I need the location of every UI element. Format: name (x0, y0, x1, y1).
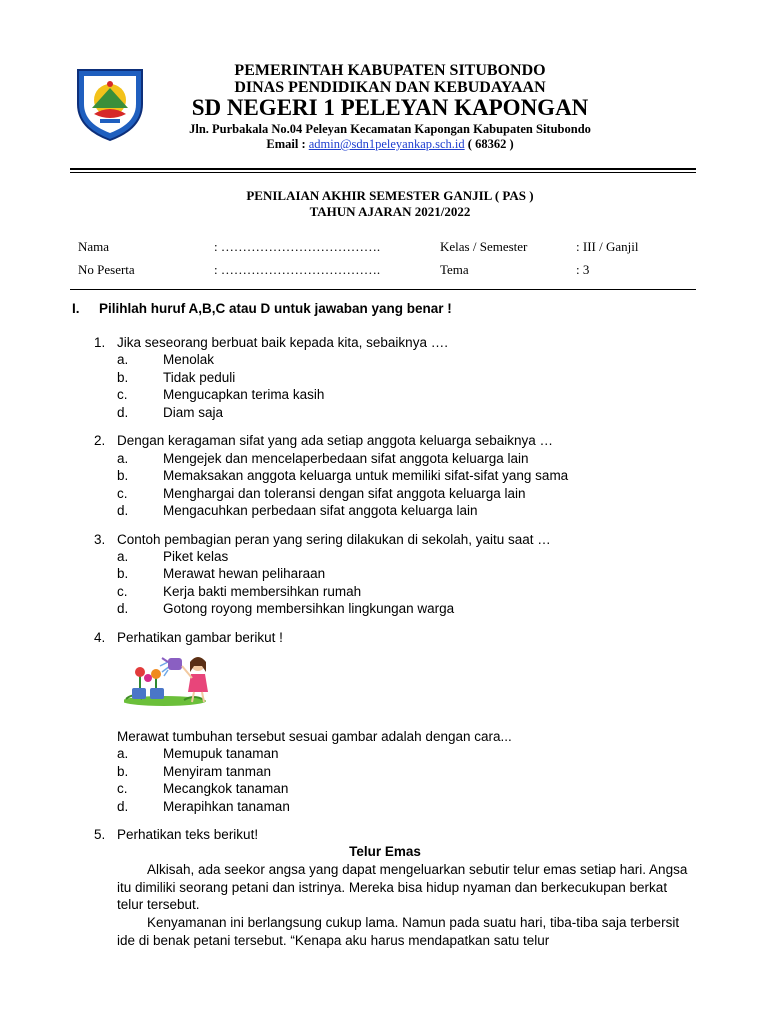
name-field: : ………………………………. (214, 239, 381, 254)
class-label: Kelas / Semester (440, 239, 528, 254)
postal-code: ( 68362 ) (464, 137, 514, 151)
header-address: Jln. Purbakala No.04 Peleyan Kecamatan Kapongan Kabupaten Situbondo (189, 122, 591, 136)
question-4-followup: Merawat tumbuhan tersebut sesuai gambar adalah dengan cara... (117, 729, 512, 744)
section-instruction-text: Pilihlah huruf A,B,C atau D untuk jawaban yang benar ! (99, 301, 452, 316)
header-government: PEMERINTAH KABUPATEN SITUBONDO (234, 62, 546, 79)
option-1b: b. Tidak peduli (117, 370, 236, 385)
info-divider (70, 289, 696, 290)
option-4c: c. Mecangkok tanaman (117, 781, 289, 796)
question-1: 1. Jika seseorang berbuat baik kepada kita, sebaiknya …. (94, 335, 448, 350)
option-4a: a. Memupuk tanaman (117, 746, 279, 761)
header-department: DINAS PENDIDIKAN DAN KEBUDAYAAN (234, 79, 546, 96)
question-3: 3. Contoh pembagian peran yang sering dilakukan di sekolah, yaitu saat … (94, 532, 551, 547)
option-1c: c. Mengucapkan terima kasih (117, 387, 325, 402)
option-4d: d. Merapihkan tanaman (117, 799, 290, 814)
story-title: Telur Emas (349, 844, 421, 859)
option-1a: a. Menolak (117, 352, 215, 367)
option-1d: d. Diam saja (117, 405, 224, 420)
option-3b: b. Merawat hewan peliharaan (117, 566, 326, 581)
participant-number-field: : ………………………………. (214, 262, 381, 277)
exam-title: PENILAIAN AKHIR SEMESTER GANJIL ( PAS ) (246, 188, 534, 203)
class-value: : III / Ganjil (576, 239, 639, 254)
option-3c: c. Kerja bakti membersihkan rumah (117, 584, 362, 599)
header-contact (150, 137, 630, 152)
section-number: I. (72, 301, 80, 316)
option-2d: d. Mengacuhkan perbedaan sifat anggota keluarga lain (117, 503, 478, 518)
option-4b: b. Menyiram tanman (117, 764, 272, 779)
exam-year: TAHUN AJARAN 2021/2022 (309, 204, 471, 219)
email-label: Email : (266, 137, 309, 151)
question-5: 5. Perhatikan teks berikut! (94, 827, 259, 842)
question-4: 4. Perhatikan gambar berikut ! (94, 630, 283, 645)
header-divider-thick (70, 168, 696, 170)
theme-label: Tema (440, 262, 469, 277)
option-2c: c. Menghargai dan toleransi dengan sifat anggota keluarga lain (117, 486, 526, 501)
story-paragraph-2: Kenyamanan ini berlangsung cukup lama. Namun pada suatu hari, tiba-tiba saja terbersit ide di benak petani tersebut. “Kenapa aku harus mendapatkan satu telur (117, 915, 680, 948)
header-divider-thin (70, 172, 696, 173)
participant-number-label: No Peserta (78, 262, 135, 277)
option-2b: b. Memaksakan anggota keluarga untuk memiliki sifat-sifat yang sama (117, 468, 569, 483)
story-paragraph-1: Alkisah, ada seekor angsa yang dapat mengeluarkan sebutir telur emas setiap hari. Angsa itu dimiliki seorang petani dan istrinya. Mereka bisa hidup nyaman dan berkecukupan berkat telur tersebut. (117, 862, 688, 912)
header-school-name: SD NEGERI 1 PELEYAN KAPONGAN (191, 95, 589, 120)
girl-watering-plants-picture (124, 652, 222, 708)
option-3a: a. Piket kelas (117, 549, 229, 564)
theme-value: : 3 (576, 262, 590, 277)
regency-emblem-logo (70, 64, 150, 142)
option-2a: a. Mengejek dan mencelaperbedaan sifat anggota keluarga lain (117, 451, 529, 466)
option-3d: d. Gotong royong membersihkan lingkungan warga (117, 601, 455, 616)
section-instruction (72, 301, 452, 316)
name-label: Nama (78, 239, 110, 254)
email-link[interactable]: admin@sdn1peleyankap.sch.id (308, 137, 465, 151)
question-2: 2. Dengan keragaman sifat yang ada setiap anggota keluarga sebaiknya … (94, 433, 554, 448)
